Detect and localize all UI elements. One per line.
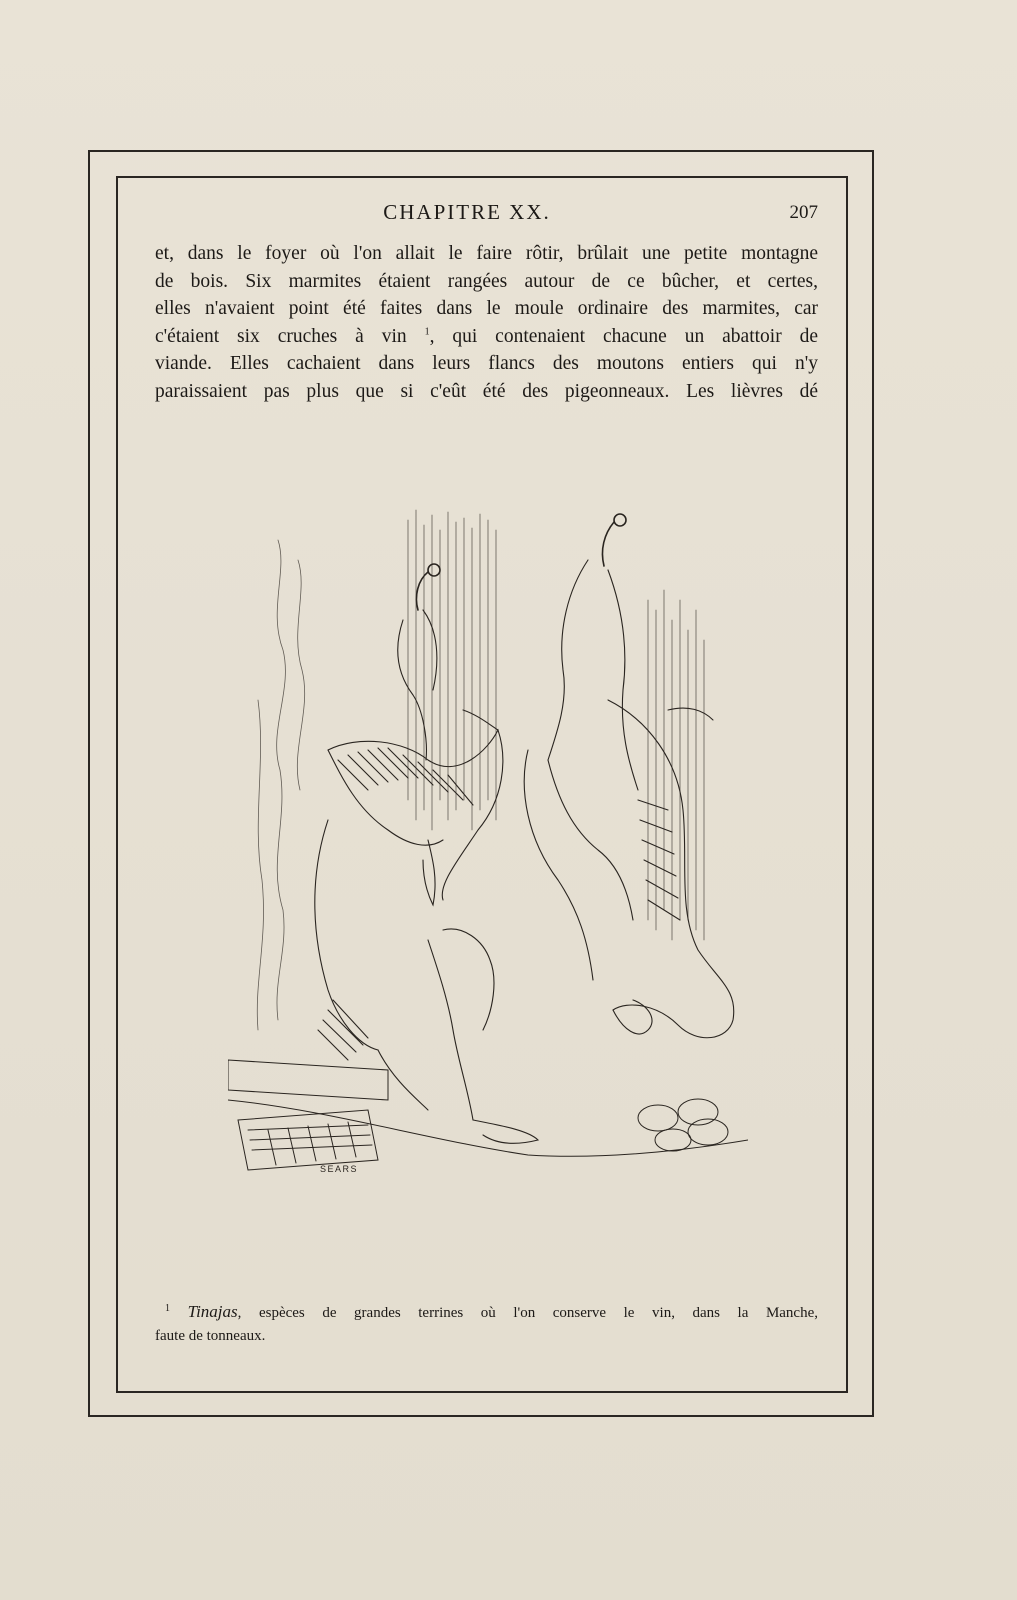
engraver-signature: SEARS [320, 1164, 359, 1174]
background-hatching [257, 510, 704, 1030]
footnote-reference: 1 [424, 326, 430, 337]
footnote-marker: 1 [165, 1303, 170, 1314]
hanging-poultry-and-hare [524, 560, 734, 1038]
body-line: de bois. Six marmites étaient rangées autour de ce bûcher, et certes, [155, 270, 818, 292]
body-paragraph [155, 240, 818, 405]
footnote [155, 1300, 818, 1348]
footnote-term: Tinajas [187, 1302, 238, 1321]
body-line: paraissaient pas plus que si c'eût été des pigeonneaux. Les lièvres dé [155, 380, 818, 402]
hanging-rabbit [315, 820, 538, 1143]
footnote-text: , espèces de grandes terrines où l'on conserve le vin, dans la Manche, [237, 1305, 819, 1321]
body-line: viande. Elles cachaient dans leurs flancs des moutons entiers qui n'y [155, 353, 818, 374]
page-number: 207 [789, 202, 818, 223]
hanging-partridges [328, 610, 503, 905]
footnote-line [155, 1300, 818, 1325]
body-line-with-note [155, 323, 818, 351]
chapter-title: CHAPITRE XX. [383, 200, 551, 224]
ground-and-crate [228, 1060, 748, 1170]
body-line-part: , qui contenaient chacune un abattoir de [429, 325, 819, 347]
body-line: et, dans le foyer où l'on allait le faire rôtir, brûlait une petite montagne [155, 243, 818, 264]
footnote-line: faute de tonneaux. [155, 1328, 266, 1344]
body-line: elles n'avaient point été faites dans le moule ordinaire des marmites, car [155, 298, 818, 319]
running-header [116, 200, 818, 234]
engraving-hanging-game-illustration [228, 500, 748, 1190]
body-line-part: c'étaient six cruches à vin [155, 325, 407, 347]
